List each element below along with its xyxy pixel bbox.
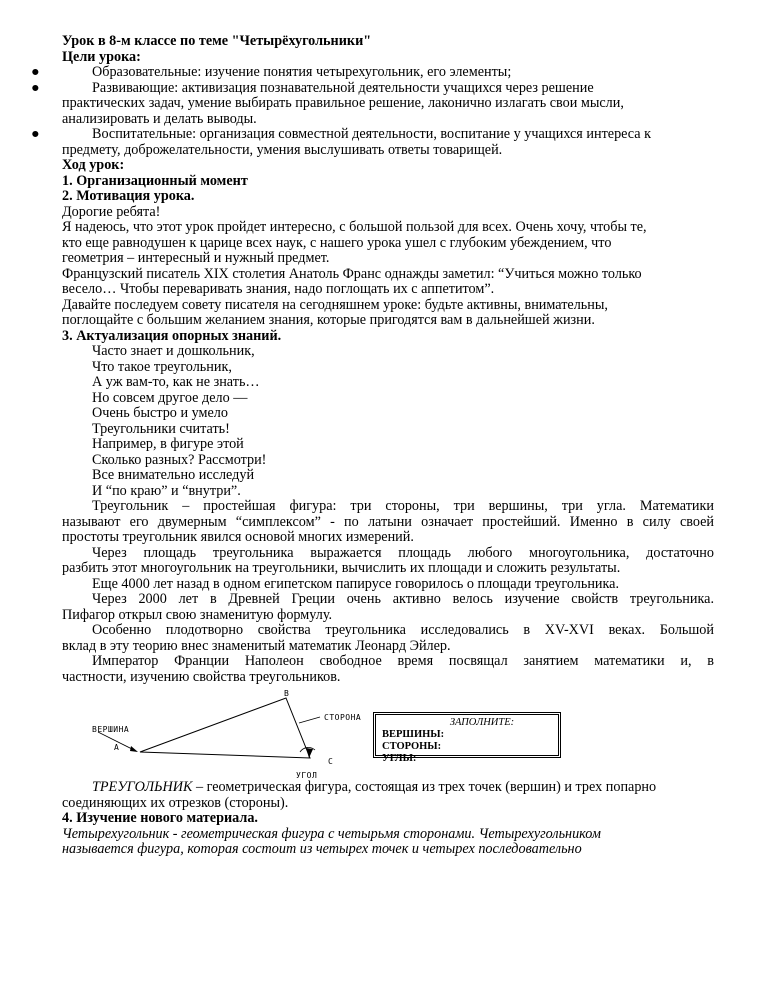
text-line: Особенно плодотворно свойства треугольника исследовались в XV-XVI веках. Большой — [92, 622, 714, 638]
angle-label: УГОЛ — [296, 771, 318, 780]
paragraph-euler — [62, 623, 714, 654]
paragraph-egypt — [62, 577, 714, 593]
section-3-heading: 3. Актуализация опорных знаний. — [62, 327, 282, 344]
poem — [62, 344, 714, 499]
poem-line: И “по краю” и “внутри”. — [92, 482, 241, 499]
section-2-heading: 2. Мотивация урока. — [62, 188, 195, 204]
text-line: кто еще равнодушен к царице всех наук, с нашего урока ушел с глубоким убеждением, что — [62, 234, 612, 251]
text-line: Через площадь треугольника выражается площадь любого многоугольника, достаточно — [92, 544, 714, 561]
definition-text: – геометрическая фигура, состоящая из трех точек (вершин) и трех попарно — [192, 779, 657, 795]
triangle-definition — [62, 780, 714, 796]
text-line: Пифагор открыл свою знаменитую формулу. — [62, 606, 333, 623]
document-page — [31, 0, 714, 858]
paragraph-triangle-simplex — [62, 499, 714, 546]
poem-line: Часто знает и дошкольник, — [92, 343, 255, 359]
text-line: поглощайте с большим желанием знания, которые пригодятся вам в дальнейшей жизни. — [62, 312, 595, 328]
goal-line: Развивающие: активизация познавательной деятельности учащихся через решение — [92, 79, 594, 96]
angle-arrow-icon — [306, 748, 313, 758]
paragraph-napoleon — [62, 654, 714, 685]
definition-line-2: соединяющих их отрезков (стороны). — [62, 794, 289, 811]
goal-item-developing — [31, 79, 714, 128]
text-line: вклад в эту теорию внес знаменитый математик Леонард Эйлер. — [62, 637, 451, 654]
bullet-icon: ● — [31, 64, 40, 80]
vertex-label: ВЕРШИНА — [92, 725, 130, 734]
goal-item-upbringing — [31, 126, 714, 158]
text-line: Французский писатель XIX столетия Анатоль Франс однажды заметил: “Учиться можно только — [62, 265, 642, 282]
text-line: Еще 4000 лет назад в одном египетском папирусе говорилось о площади треугольника. — [92, 575, 620, 592]
section-4-heading: 4. Изучение нового материала. — [62, 810, 258, 826]
goals-heading: Цели урока: — [62, 48, 141, 65]
text-line: Через 2000 лет в Древней Греции очень активно велось изучение свойств треугольника. — [92, 591, 714, 607]
motivation-text — [62, 205, 714, 329]
vertex-b-label: B — [284, 689, 290, 698]
text-line: Дорогие ребята! — [62, 203, 161, 220]
text-line: Давайте последуем совету писателя на сегодняшнем уроке: будьте активны, внимательны, — [62, 296, 608, 313]
vertex-c-label: C — [328, 757, 334, 766]
section-1-heading: 1. Организационный момент — [62, 172, 248, 189]
poem-line: Например, в фигуре этой — [92, 436, 244, 452]
fill-in-row-angles: УГЛЫ: — [382, 753, 417, 764]
text-line: Четырехугольник - геометрическая фигура с четырьмя сторонами. Четырехугольником — [62, 825, 601, 842]
bullet-icon: ● — [31, 126, 40, 142]
vertex-arrow-icon — [130, 746, 138, 752]
course-heading: Ход урок: — [62, 157, 125, 173]
text-line: Треугольник – простейшая фигура: три стороны, три вершины, три угла. Математики — [92, 498, 714, 514]
side-label: СТОРОНА — [324, 713, 362, 722]
bullet-icon: ● — [31, 79, 40, 96]
side-pointer-line — [299, 717, 320, 723]
triangle-figure — [62, 688, 714, 780]
poem-line: Очень быстро и умело — [92, 405, 228, 421]
goal-line: Образовательные: изучение понятия четырехугольник, его элементы; — [92, 64, 512, 80]
text-line: весело… Чтобы переваривать знания, надо поглощать их с аппетитом”. — [62, 281, 495, 297]
paragraph-area — [62, 546, 714, 577]
text-line: простоты треугольник явился основой многих измерений. — [62, 529, 414, 545]
poem-line: Все внимательно исследуй — [92, 467, 255, 483]
fill-in-box — [373, 712, 561, 764]
goal-line: Воспитательные: организация совместной деятельности, воспитание у учащихся интереса к — [92, 126, 652, 142]
text-line: называют его двумерным “симплексом” - по латыни означает простейший. Именно в силу своей — [62, 513, 714, 530]
definition-term: ТРЕУГОЛЬНИК — [92, 779, 193, 795]
goal-line: практических задач, умение выбирать правильное решение, лаконично излагать свои мысли, — [62, 95, 624, 111]
text-line: частности, изучению свойства треугольников. — [62, 668, 341, 685]
lesson-title: Урок в 8-м классе по теме "Четырёхугольники" — [62, 33, 372, 49]
poem-line: А уж вам-то, как не знать… — [92, 374, 260, 390]
vertex-a-label: A — [114, 743, 120, 752]
text-line: называется фигура, которая состоит из четырех точек и четырех последовательно — [62, 841, 582, 857]
poem-line: Сколько разных? Рассмотри! — [92, 451, 267, 468]
paragraph-greece — [62, 592, 714, 623]
fill-in-header: ЗАПОЛНИТЕ: — [449, 717, 515, 728]
goal-item-educational — [31, 64, 714, 81]
text-line: геометрия – интересный и нужный предмет. — [62, 250, 330, 266]
text-line: Я надеюсь, что этот урок пройдет интересно, с большой пользой для всех. Очень хочу, чтобы те, — [62, 219, 647, 235]
text-line: разбить этот многоугольник на треугольники, вычислить их площади и сложить результаты. — [62, 560, 621, 576]
poem-line: Что такое треугольник, — [92, 358, 232, 375]
poem-line: Но совсем другое дело — — [92, 389, 248, 406]
poem-line: Треугольники считать! — [92, 420, 230, 437]
text-line: Император Франции Наполеон свободное время посвящал занятием математики и, в — [92, 653, 714, 669]
goal-line: предмету, доброжелательности, умения выслушивать ответы товарищей. — [62, 141, 503, 158]
fill-in-row-sides: СТОРОНЫ: — [382, 741, 442, 752]
triangle-shape — [140, 698, 310, 758]
fill-in-row-vertices: ВЕРШИНЫ: — [382, 729, 445, 740]
goal-line: анализировать и делать выводы. — [62, 110, 257, 127]
